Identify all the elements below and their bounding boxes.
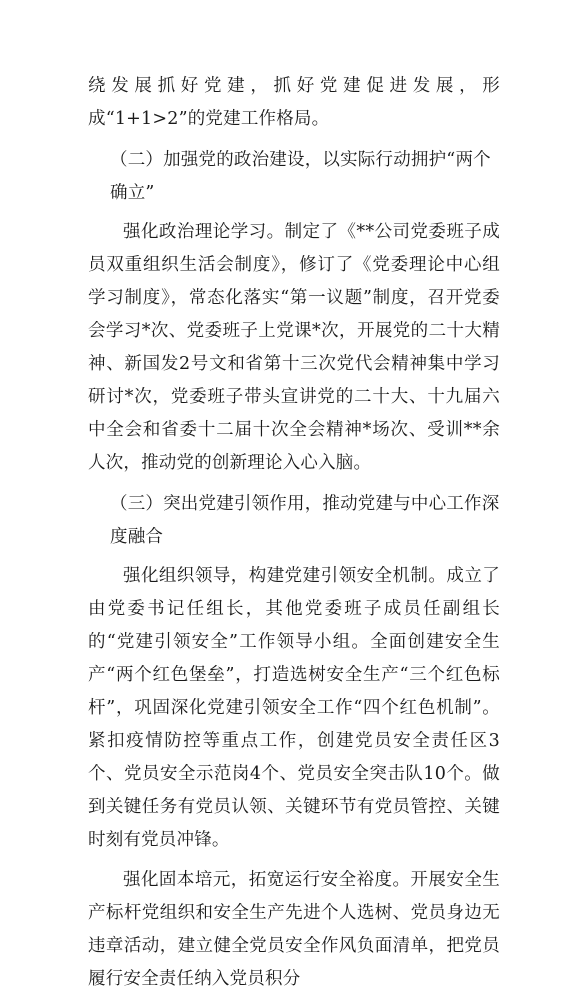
section-heading-3: （三）突出党建引领作用，推动党建与中心工作深度融合 xyxy=(110,494,500,547)
paragraph-political-theory: 强化政治理论学习。制定了《**公司党委班子成员双重组织生活会制度》，修订了《党委理论中心组学习制度》，常态化落实“第一议题”制度，召开党委会学习*次、党委班子上党课*次，开展党的二十大精神、新国发2号文和省第十三次党代会精神集中学习研讨*次，党委班子带头宣讲党的二十大、十九届六中全会和省委十二届十次全会精神*场次、受训**余人次，推动党的创新理论入心入脑。 xyxy=(88,222,500,473)
paragraph-organization-leadership: 强化组织领导，构建党建引领安全机制。成立了由党委书记任组长，其他党委班子成员任副组长的“党建引领安全”工作领导小组。全面创建安全生产“两个红色堡垒”，打造选树安全生产“三个红色标杆”，巩固深化党建引领安全工作“四个红色机制”。紧扣疫情防控等重点工作，创建党员安全责任区3个、党员安全示范岗4个、党员安全突击队10个。做到关键任务有党员认领、关键环节有党员管控、关键时刻有党员冲锋。 xyxy=(88,566,500,850)
document-page xyxy=(88,70,500,996)
intro-paragraph: 绕发展抓好党建，抓好党建促进发展，形成“1+1>2”的党建工作格局。 xyxy=(88,76,500,129)
paragraph-safety-margin: 强化固本培元，拓宽运行安全裕度。开展安全生产标杆党组织和安全生产先进个人选树、党员身边无违章活动，建立健全党员安全作风负面清单，把党员履行安全责任纳入党员积分 xyxy=(88,870,500,989)
section-heading-2: （二）加强党的政治建设，以实际行动拥护“两个确立” xyxy=(110,150,491,203)
